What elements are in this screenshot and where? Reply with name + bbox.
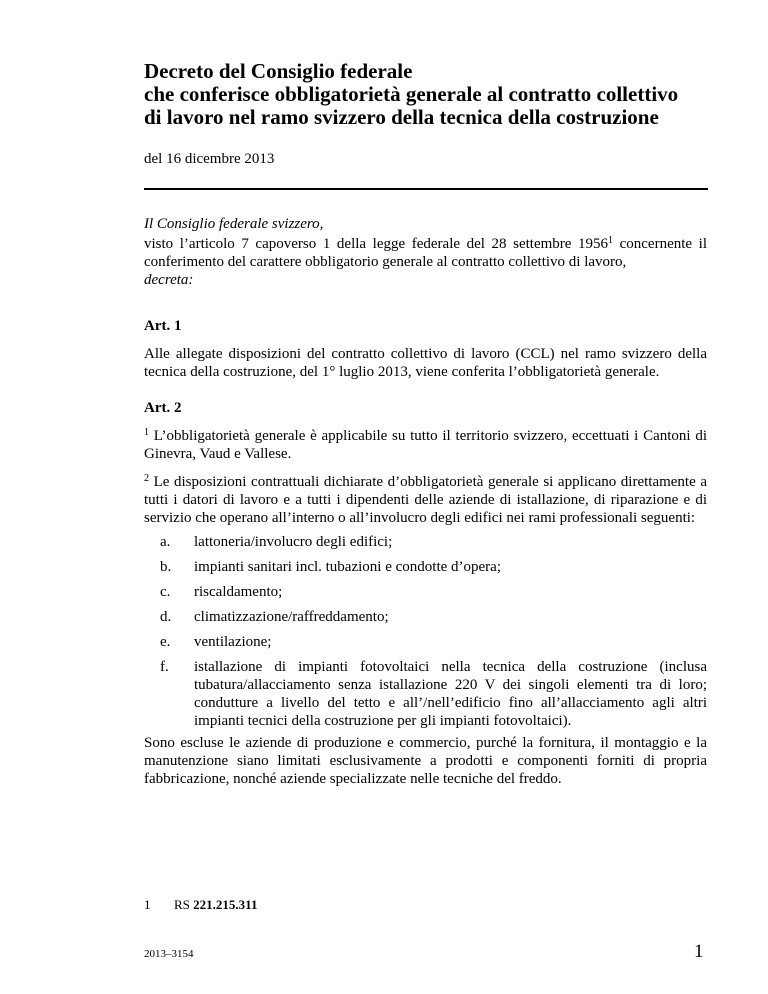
decree-title [144, 60, 744, 129]
list-item-text: lattoneria/involucro degli edifici; [194, 534, 393, 550]
title-line-3: di lavoro nel ramo svizzero della tecnica della costruzione [144, 105, 659, 129]
document-body [144, 215, 707, 788]
document-id: 2013–3154 [144, 948, 194, 960]
art1-text: Alle allegate disposizioni del contratto collettivo di lavoro (CCL) nel ramo svizzero della tecnica della costruzione, del 1° luglio 2013, viene conferita l’obbligatorietà generale. [144, 346, 707, 380]
title-line-2: che conferisce obbligatorietà generale al contratto collettivo [144, 82, 679, 106]
list-item [144, 583, 707, 601]
para-2-number: 2 [144, 473, 149, 484]
list-item-label: a. [160, 534, 171, 550]
preamble-text [144, 235, 707, 271]
art2-heading: Art. 2 [144, 400, 182, 416]
page-number: 1 [694, 941, 704, 962]
list-item-label: c. [160, 584, 171, 600]
para-1-number: 1 [144, 427, 149, 438]
art2-closing: Sono escluse le aziende di produzione e commercio, purché la fornitura, il montaggio e la manutenzione siano limitati esclusivamente a prodotti e componenti forniti di propria fabbricazione, nonché aziende specializzate nelle tecniche del freddo. [144, 735, 707, 787]
list-item-text: impianti sanitari incl. tubazioni e condotte d’opera; [194, 559, 501, 575]
preamble-intro: Il Consiglio federale svizzero, [144, 216, 324, 232]
preamble-text-end: concernente il conferimento del carattere obbligatorio generale al contratto collettivo di lavoro, [144, 236, 707, 270]
list-item-label: f. [160, 659, 169, 675]
list-item [144, 558, 707, 576]
footnote-ref-number: 221.215.311 [193, 897, 258, 912]
art2-para-1 [144, 427, 707, 463]
list-item-text: ventilazione; [194, 634, 272, 650]
list-item [144, 633, 707, 651]
list-item-text: climatizzazione/raffreddamento; [194, 609, 389, 625]
para-2-text: Le disposizioni contrattuali dichiarate d’obbligatorietà generale si applicano direttamente a tutti i datori di lavoro e a tutti i dipendenti delle aziende di istallazione, di riparazione e di servizio che operano all’interno o all’involucro degli edifici nei rami professionali seguenti: [144, 474, 707, 526]
footnote-number: 1 [144, 897, 151, 912]
para-1-text: L’obbligatorietà generale è applicabile su tutto il territorio svizzero, eccettuati i Cantoni di Ginevra, Vaud e Vallese. [144, 428, 707, 462]
list-item-text: istallazione di impianti fotovoltaici nella tecnica della costruzione (inclusa tubatura/allacciamento senza istallazione 220 V dei singoli elementi tra di loro; condutture a livello del tetto e all’/nell’edificio fino all’allacciamento agli altri impianti tecnici della costruzione per gli impianti fotovoltaici). [194, 659, 707, 729]
title-line-1: Decreto del Consiglio federale [144, 59, 413, 83]
footnote-text [174, 897, 257, 913]
list-item-label: b. [160, 559, 172, 575]
title-divider [144, 188, 708, 190]
decree-date: del 16 dicembre 2013 [144, 151, 275, 167]
professional-branches-list [144, 533, 707, 730]
list-item-label: d. [160, 609, 172, 625]
list-item-label: e. [160, 634, 171, 650]
decreta-label: decreta: [144, 272, 194, 288]
art1-heading: Art. 1 [144, 318, 182, 334]
preamble-text-start: visto l’articolo 7 capoverso 1 della legge federale del 28 settembre 1956 [144, 236, 609, 252]
list-item [144, 533, 707, 551]
art2-para-2 [144, 473, 707, 527]
list-item [144, 608, 707, 626]
footnote [144, 897, 257, 913]
list-item-text: riscaldamento; [194, 584, 283, 600]
footnote-prefix: RS [174, 897, 194, 912]
list-item [144, 658, 707, 730]
footnote-ref[interactable]: 1 [608, 235, 614, 246]
